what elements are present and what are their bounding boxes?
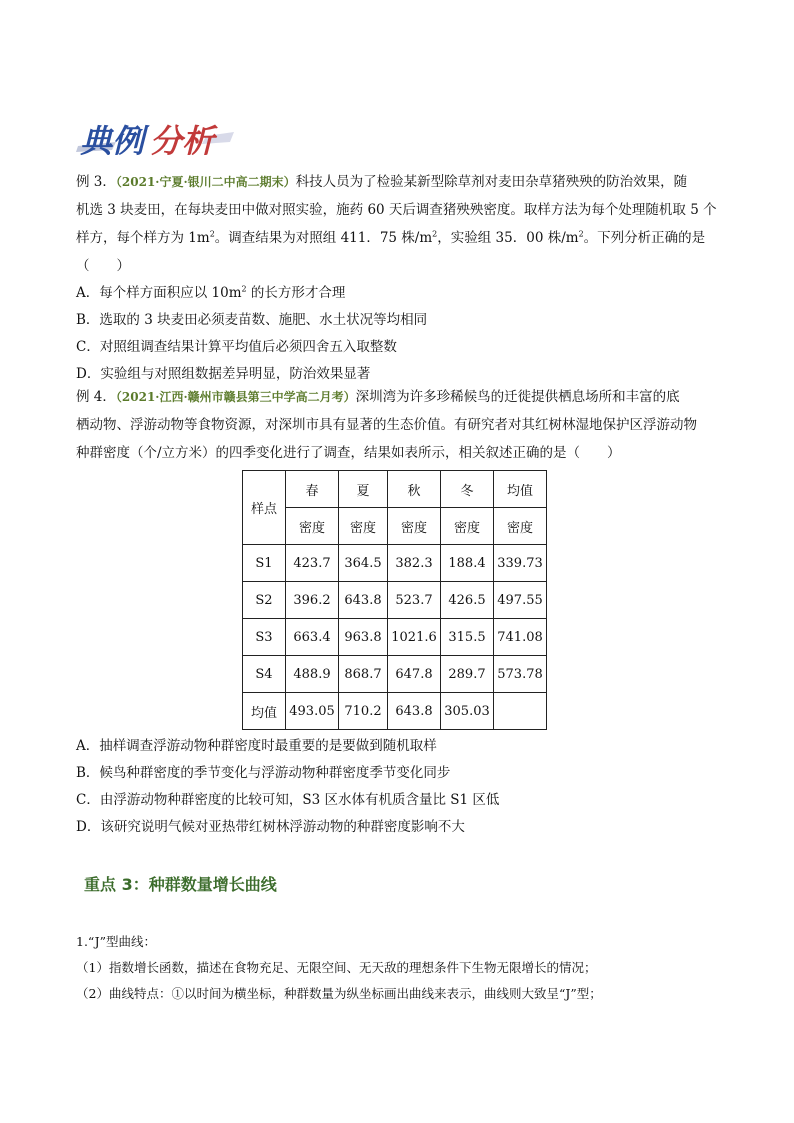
jcurve-line-3: （2）曲线特点：①以时间为横坐标，种群数量为纵坐标画出曲线来表示，曲线则大致呈“J”型； (76, 986, 602, 1001)
table-header-row (243, 471, 547, 508)
ex3-option-a: A．每个样方面积应以 $10m^2$ 的长方形才合理 (76, 284, 346, 301)
table-cell: S1 (243, 545, 286, 582)
jcurve-line-1: 1.“J”型曲线： (76, 934, 157, 949)
density-table (242, 470, 547, 730)
table-cell: 643.8 (388, 693, 441, 730)
ex4-option-d: D．该研究说明气候对亚热带红树林浮游动物的种群密度影响不大 (76, 819, 465, 835)
table-cell: 963.8 (339, 619, 388, 656)
table-header-cell: 春 (286, 471, 339, 508)
ex4-option-c: C．由浮游动物种群密度的比较可知，S3 区水体有机质含量比 S1 区低 (76, 792, 500, 808)
table-cell: 289.7 (441, 656, 494, 693)
ex4-line-1: 例 4．（2021·江西·赣州市赣县第三中学高二月考）深圳湾为许多珍稀候鸟的迁徙提供栖息场所和丰富的底 (76, 389, 680, 405)
jcurve-line-2: （1）指数增长函数，描述在食物充足、无限空间、无天敌的理想条件下生物无限增长的情况； (76, 960, 597, 975)
section-logo (76, 112, 236, 168)
table-cell: 488.9 (286, 656, 339, 693)
table-cell: 1021.6 (388, 619, 441, 656)
table-header-cell: 秋 (388, 471, 441, 508)
example-4 (76, 383, 716, 467)
table-row (243, 656, 547, 693)
table-cell: 315.5 (441, 619, 494, 656)
table-row (243, 619, 547, 656)
logo-text-2: 分析 (150, 122, 215, 160)
table-sub-cell: 密度 (339, 508, 388, 545)
table-row (243, 693, 547, 730)
ex4-line-3: 种群密度（个/立方米）的四季变化进行了调查，结果如表所示，相关叙述正确的是（ ） (76, 445, 621, 461)
ex3-option-b: B．选取的 3 块麦田必须麦苗数、施肥、水土状况等均相同 (76, 312, 428, 328)
table-corner-cell: 样点 (243, 471, 286, 545)
table-row (243, 545, 547, 582)
table-cell (494, 693, 547, 730)
ex3-option-c: C．对照组调查结果计算平均值后必须四舍五入取整数 (76, 339, 397, 355)
ex3-line-2: 机选 3 块麦田，在每块麦田中做对照实验，施药 60 天后调查猪殃殃密度。取样方法为每个处理随机取 5 个 (76, 202, 717, 218)
table-header-cell: 冬 (441, 471, 494, 508)
table-sub-cell: 密度 (494, 508, 547, 545)
table-header-cell: 夏 (339, 471, 388, 508)
table-cell: 305.03 (441, 693, 494, 730)
ex3-source-tag: （2021·宁夏·银川二中高二期末） (115, 175, 296, 189)
table-cell: 741.08 (494, 619, 547, 656)
table-cell: 364.5 (339, 545, 388, 582)
table-cell: 497.55 (494, 582, 547, 619)
table-sub-cell: 密度 (286, 508, 339, 545)
table-cell: 523.7 (388, 582, 441, 619)
table-cell: 573.78 (494, 656, 547, 693)
table-cell: 493.05 (286, 693, 339, 730)
table-cell: 423.7 (286, 545, 339, 582)
table-cell: 339.73 (494, 545, 547, 582)
ex4-option-b: B．候鸟种群密度的季节变化与浮游动物种群密度季节变化同步 (76, 765, 451, 781)
table-cell: 均值 (243, 693, 286, 730)
table-cell: 647.8 (388, 656, 441, 693)
table-cell: 396.2 (286, 582, 339, 619)
table-cell: S2 (243, 582, 286, 619)
table-sub-cell: 密度 (388, 508, 441, 545)
ex4-source-tag: （2021·江西·赣州市赣县第三中学高二月考） (115, 390, 356, 404)
table-cell: 868.7 (339, 656, 388, 693)
table-header-cell: 均值 (494, 471, 547, 508)
table-subheader-row (243, 508, 547, 545)
ex4-option-a: A．抽样调查浮游动物种群密度时最重要的是要做到随机取样 (76, 738, 437, 754)
table-cell: 663.4 (286, 619, 339, 656)
table-cell: 643.8 (339, 582, 388, 619)
table-cell: S3 (243, 619, 286, 656)
ex3-line-3: 样方，每个样方为 $1m^2$。调查结果为对照组 411．75 株$/m^2$，实验组 35．00 株$/m^2$。下列分析正确的是 (76, 229, 706, 246)
table-row (243, 582, 547, 619)
table-sub-cell: 密度 (441, 508, 494, 545)
ex3-option-d: D．实验组与对照组数据差异明显，防治效果显著 (76, 366, 371, 382)
key-point-heading: 重点 3：种群数量增长曲线 (84, 875, 277, 894)
logo-text-1: 典例 (80, 122, 145, 160)
ex4-line-2: 栖动物、浮游动物等食物资源，对深圳市具有显著的生态价值。有研究者对其红树林湿地保护区浮游动物 (76, 417, 697, 433)
example-3 (76, 168, 716, 280)
ex3-line-4: （ ） (76, 258, 130, 274)
ex3-line-1: 例 3．（2021·宁夏·银川二中高二期末）科技人员为了检验某新型除草剂对麦田杂草猪殃殃的防治效果，随 (76, 174, 688, 190)
table-cell: S4 (243, 656, 286, 693)
table-cell: 710.2 (339, 693, 388, 730)
table-cell: 426.5 (441, 582, 494, 619)
table-cell: 382.3 (388, 545, 441, 582)
table-cell: 188.4 (441, 545, 494, 582)
